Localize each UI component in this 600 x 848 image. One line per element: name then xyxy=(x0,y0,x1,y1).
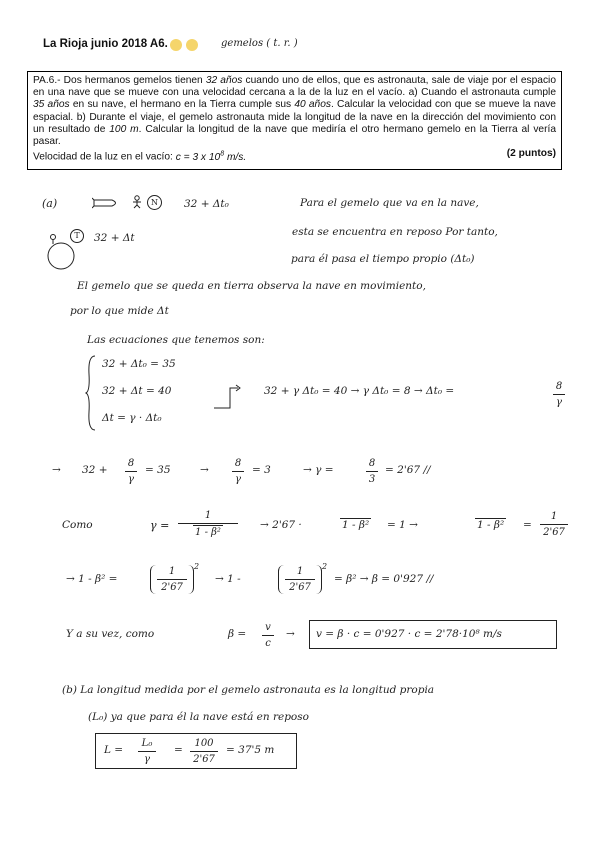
numerator: 8 xyxy=(368,458,376,469)
fraction-8-over-gamma xyxy=(553,380,565,409)
gamma-def: γ = xyxy=(150,519,170,532)
equation-3: Δt = γ · Δt₀ xyxy=(102,412,162,424)
derivation-1: 32 + γ Δt₀ = 40 → γ Δt₀ = 8 → Δt₀ = xyxy=(264,385,455,397)
age-32: 32 años xyxy=(205,75,243,86)
problem-text: en su nave, el hermano en la Tierra cumple sus xyxy=(69,99,295,111)
denominator: γ xyxy=(235,474,241,485)
equation-2: 32 + Δt = 40 xyxy=(102,385,172,397)
numerator: 1 xyxy=(168,566,176,577)
denominator: γ xyxy=(144,754,150,765)
length-result: = 37'5 m xyxy=(226,744,275,756)
age-35: 35 años xyxy=(33,99,70,111)
denominator: c xyxy=(265,638,271,649)
velocity-result-box xyxy=(309,620,557,649)
derivation-2-b: = 3 xyxy=(252,464,271,476)
length-eq: L = xyxy=(104,744,124,756)
numerator: 8 xyxy=(127,458,135,469)
length-result-box xyxy=(95,733,297,769)
system-brace xyxy=(84,354,98,432)
equations-intro: Las ecuaciones que tenemos son: xyxy=(87,334,265,346)
speed-exponent: 8 xyxy=(220,150,225,158)
gamma-result: = 2'67 // xyxy=(385,464,431,476)
y-a-su-vez: Y a su vez, como xyxy=(66,628,155,640)
arrow-symbol: → xyxy=(286,628,295,640)
speed-value: c = 3 x 10 xyxy=(175,151,221,163)
numerator: L₀ xyxy=(141,738,153,749)
lorentz-fraction xyxy=(178,509,238,539)
denominator: 2'67 xyxy=(193,754,215,765)
equals-sign: = xyxy=(523,519,532,531)
step-a: → 2'67 · xyxy=(260,519,302,531)
arrow-symbol: → xyxy=(200,464,209,476)
problem-label: PA.6.- xyxy=(33,75,61,86)
paren-fraction xyxy=(150,565,194,594)
fraction-L0-over-gamma xyxy=(138,737,156,766)
step-b: = 1 → xyxy=(387,519,418,531)
numerator: 100 xyxy=(194,738,214,749)
person-icon xyxy=(131,195,143,209)
derivation-2-c: → γ = xyxy=(303,464,334,476)
numerator: v xyxy=(265,622,271,633)
beta-def: β = xyxy=(228,628,247,640)
beta-line-1: → 1 - β² = xyxy=(66,573,118,585)
note-line-1: Para el gemelo que va en la nave, xyxy=(300,197,479,209)
part-a-label: (a) xyxy=(42,197,58,210)
problem-statement xyxy=(27,71,562,170)
denominator: 2'67 xyxy=(161,582,183,593)
problem-text: cuando uno de ellos, que es astronauta, sale de viaje por el espacio en una nave que se mueve con una velocidad cercana a la de la luz en el vacío. a) Cuando el astronauta cumple xyxy=(33,75,556,99)
numerator: 8 xyxy=(234,458,242,469)
denominator: γ xyxy=(556,397,562,408)
square-exponent: 2 xyxy=(322,562,328,571)
ship-time: 32 + Δt₀ xyxy=(184,198,229,210)
part-b-line-2: (L₀) ya que para él la nave está en reposo xyxy=(88,711,309,723)
numerator: 8 xyxy=(555,381,563,392)
ship-n-badge: N xyxy=(147,195,162,210)
paren-fraction xyxy=(278,565,322,594)
measure-line: por lo que mide Δt xyxy=(70,305,169,317)
fraction-v-over-c xyxy=(262,621,274,650)
equals-sign: = xyxy=(174,744,183,756)
numerator: 1 xyxy=(204,510,212,521)
sqrt-expression: 1 - β² xyxy=(342,519,370,531)
derivation-2-post: = 35 xyxy=(145,464,171,476)
denominator: 2'67 xyxy=(289,582,311,593)
sqrt-content: 1 - β² xyxy=(195,527,221,538)
denominator: 2'67 xyxy=(543,527,565,538)
derivation-2-pre: 32 + xyxy=(82,464,108,476)
fraction-8-over-gamma xyxy=(232,457,244,486)
highlight-dot-icon xyxy=(186,39,198,51)
topic-note: gemelos ( t. r. ) xyxy=(221,38,298,49)
rocket-icon xyxy=(92,196,122,210)
fraction-8-over-gamma xyxy=(125,457,137,486)
highlight-dot-icon xyxy=(170,39,182,51)
observer-line: El gemelo que se queda en tierra observa la nave en movimiento, xyxy=(77,280,426,292)
note-line-2: esta se encuentra en reposo Por tanto, xyxy=(292,226,498,238)
substitution-arrow xyxy=(212,384,242,410)
beta-line-3: = β² → β = 0'927 // xyxy=(334,573,434,585)
points-label: (2 puntos) xyxy=(506,148,556,160)
age-40: 40 años xyxy=(294,99,331,111)
como-label: Como xyxy=(62,519,93,531)
numerator: 1 xyxy=(550,511,558,522)
earth-t-badge: T xyxy=(70,229,84,243)
problem-text: . Calcular la longitud de la nave que mediría el otro hermano gemelo en la Tierra al vería pasar. xyxy=(33,123,556,148)
denominator: γ xyxy=(128,474,134,485)
numerator: 1 xyxy=(296,566,304,577)
fraction-8-over-3 xyxy=(366,457,378,486)
velocity-result: v = β · c = 0'927 · c = 2'78·10⁸ m/s xyxy=(316,628,502,640)
equation-1: 32 + Δt₀ = 35 xyxy=(102,358,176,370)
problem-text: Dos hermanos gemelos tienen xyxy=(60,75,206,86)
beta-line-2: → 1 - xyxy=(215,573,241,585)
part-b-line-1: (b) La longitud medida por el gemelo astronauta es la longitud propia xyxy=(62,684,435,696)
document-title: La Rioja junio 2018 A6. xyxy=(43,38,168,50)
speed-label: Velocidad de la luz en el vacío: xyxy=(33,151,176,163)
problem-text: . Calcular la velocidad con que se mueve la nave espacial. b) Durante el viaje, el gemelo astronauta mide la longitud de la nave en la dirección del movimiento con un resultado de xyxy=(33,99,556,135)
square-exponent: 2 xyxy=(194,562,200,571)
length-100: 100 m xyxy=(109,123,139,135)
note-line-3: para él pasa el tiempo propio (Δt₀) xyxy=(291,253,475,265)
arrow-symbol: → xyxy=(52,464,61,476)
fraction-1-over-267 xyxy=(540,510,568,539)
earth-time: 32 + Δt xyxy=(94,232,135,244)
fraction-100-over-267 xyxy=(190,737,218,766)
sqrt-expression: 1 - β² xyxy=(477,519,505,531)
denominator: 3 xyxy=(368,474,376,485)
speed-unit: m/s. xyxy=(224,151,247,163)
